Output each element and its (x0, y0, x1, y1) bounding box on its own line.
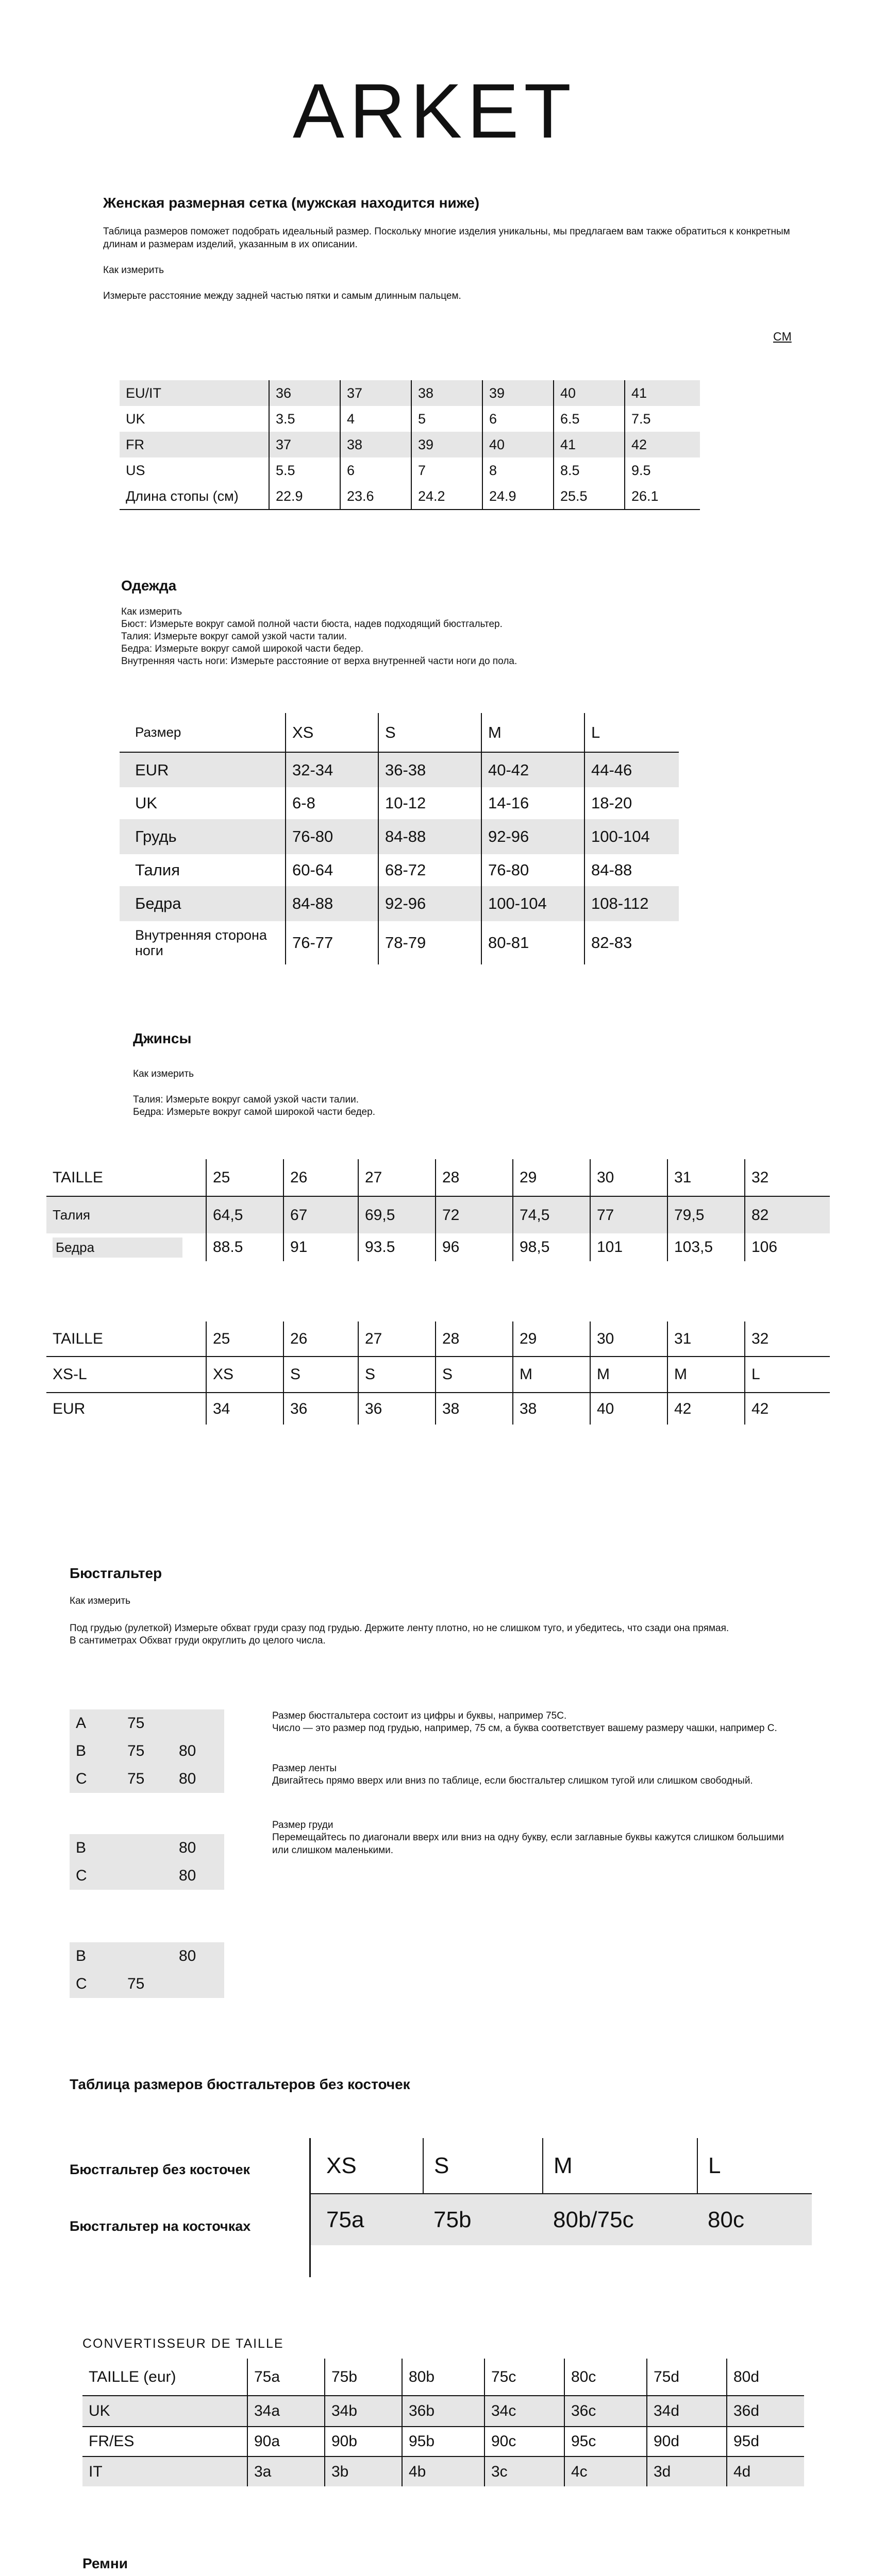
table-row (120, 406, 700, 432)
cell: 3d (647, 2456, 727, 2486)
cell: 3a (247, 2456, 325, 2486)
section-title-wirefree: Таблица размеров бюстгальтеров без косточек (70, 2076, 410, 2092)
how-to-measure-label: Как измерить (103, 265, 164, 276)
table-row (120, 752, 679, 787)
cell: XS (206, 1357, 283, 1393)
table-header-row (46, 1159, 830, 1196)
cell: S (436, 1357, 513, 1393)
bra-note-band-title: Размер ленты (272, 1763, 337, 1774)
cell: 82 (745, 1196, 830, 1233)
cell: 90a (247, 2427, 325, 2456)
cell: 36-38 (378, 752, 481, 787)
header-cell: 27 (358, 1159, 436, 1196)
header-cell: XS (286, 713, 378, 752)
size-converter-table (82, 2359, 804, 2486)
header-cell: 75b (325, 2359, 402, 2396)
cell: 3b (325, 2456, 402, 2486)
table-row (120, 819, 679, 854)
header-cell: 29 (513, 1321, 590, 1357)
section-title-bra: Бюстгальтер (70, 1565, 162, 1581)
table-row (70, 1834, 224, 1862)
cell: C (70, 1765, 121, 1793)
cell (173, 1970, 224, 1998)
cell: 80-81 (481, 921, 584, 964)
cell: 88.5 (206, 1233, 283, 1261)
cell: 92-96 (378, 886, 481, 921)
cell: XS-L (46, 1357, 206, 1393)
header-cell: 39 (482, 380, 554, 406)
cell: B (70, 1942, 121, 1970)
cell: Длина стопы (см) (120, 483, 269, 510)
cell: M (667, 1357, 745, 1393)
cell: A (70, 1709, 121, 1737)
cell: 3.5 (269, 406, 340, 432)
header-cell: 25 (206, 1321, 283, 1357)
cell: 40-42 (481, 752, 584, 787)
table-row (120, 886, 679, 921)
header-cell: 75c (484, 2359, 564, 2396)
clothing-waist-text: Талия: Измерьте вокруг самой узкой части талии. (121, 631, 347, 642)
table-row (46, 1233, 830, 1261)
cell (121, 1834, 173, 1862)
table-row (311, 2194, 812, 2245)
bra-note-band-text: Двигайтесь прямо вверх или вниз по таблице, если бюстгальтер слишком тугой или слишком свободный. (272, 1775, 753, 1786)
cell: 64,5 (206, 1196, 283, 1233)
cell: L (745, 1357, 830, 1393)
cell: 76-80 (286, 819, 378, 854)
header-cell: 29 (513, 1159, 590, 1196)
underwire-row-label: Бюстгальтер на косточках (70, 2218, 251, 2234)
cell: C (70, 1862, 121, 1890)
foot-measure-text: Измерьте расстояние между задней частью пятки и самым длинным пальцем. (103, 291, 461, 301)
cell: 24.2 (411, 483, 482, 510)
unit-toggle-cm[interactable]: CM (773, 330, 792, 343)
cell: 34b (325, 2396, 402, 2427)
bra-grid-2 (70, 1834, 224, 1890)
cell: 6 (340, 457, 411, 483)
table-header-row (46, 1321, 830, 1357)
table-row (120, 380, 700, 406)
table-row (70, 1765, 224, 1793)
cell: XS (311, 2138, 423, 2194)
cell: 80 (173, 1765, 224, 1793)
cell: M (590, 1357, 667, 1393)
jeans-measure-table (46, 1159, 830, 1261)
cell: M (543, 2138, 697, 2194)
cell: 91 (283, 1233, 358, 1261)
cell: UK (135, 794, 158, 812)
header-cell: 30 (590, 1321, 667, 1357)
cell: 68-72 (378, 854, 481, 886)
shoe-size-table (120, 380, 700, 510)
cell: 37 (269, 432, 340, 457)
cell: 90b (325, 2427, 402, 2456)
cell: 14-16 (481, 787, 584, 819)
cell: 6-8 (286, 787, 378, 819)
cell: 103,5 (667, 1233, 745, 1261)
cell: FR (120, 432, 269, 457)
header-cell: 80b (402, 2359, 484, 2396)
cell: 7 (411, 457, 482, 483)
cell: 23.6 (340, 483, 411, 510)
cell: C (70, 1970, 121, 1998)
cell: 9.5 (625, 457, 700, 483)
wirefree-row-label: Бюстгальтер без косточек (70, 2162, 250, 2177)
cell: 80 (173, 1834, 224, 1862)
cell: EUR (120, 752, 286, 787)
cell: 90d (647, 2427, 727, 2456)
table-row (82, 2396, 804, 2427)
cell: 84-88 (286, 886, 378, 921)
cell: 36 (358, 1393, 436, 1425)
cell: 8.5 (554, 457, 625, 483)
jeans-how-label: Как измерить (133, 1069, 194, 1079)
cell: S (358, 1357, 436, 1393)
cell: 108-112 (584, 886, 679, 921)
cell: 7.5 (625, 406, 700, 432)
table-row (82, 2427, 804, 2456)
bra-underbust-text: Под грудью (рулеткой) Измерьте обхват груди сразу под грудью. Держите ленту плотно, но не слишком туго, и убедитесь, что сзади она прямая. (70, 1623, 729, 1634)
cell: 44-46 (584, 752, 679, 787)
header-cell: L (584, 713, 679, 752)
clothing-size-table (120, 713, 679, 964)
cell-label: Бедра (53, 1238, 182, 1258)
header-cell: 75a (247, 2359, 325, 2396)
header-cell: 75d (647, 2359, 727, 2396)
cell: 100-104 (481, 886, 584, 921)
cell: 79,5 (667, 1196, 745, 1233)
table-row (120, 457, 700, 483)
header-cell: 38 (411, 380, 482, 406)
cell: US (126, 462, 145, 478)
table-row (70, 1862, 224, 1890)
jeans-waist-text: Талия: Измерьте вокруг самой узкой части талии. (133, 1094, 359, 1105)
section-title-belts: Ремни (82, 2555, 128, 2571)
header-cell: 80d (727, 2359, 804, 2396)
table-row (120, 432, 700, 457)
cell: 78-79 (378, 921, 481, 964)
cell: 38 (340, 432, 411, 457)
table-row (70, 1709, 224, 1737)
table-row (311, 2138, 812, 2194)
cell: 42 (667, 1393, 745, 1425)
cell: 100-104 (584, 819, 679, 854)
cell: 76-77 (286, 921, 378, 964)
cell: 41 (554, 432, 625, 457)
cell: EUR (53, 1400, 86, 1417)
cell: 74,5 (513, 1196, 590, 1233)
cell: IT (82, 2456, 247, 2486)
cell: 60-64 (286, 854, 378, 886)
header-cell: 31 (667, 1321, 745, 1357)
header-cell: 31 (667, 1159, 745, 1196)
cell: S (283, 1357, 358, 1393)
table-row (46, 1393, 830, 1425)
cell: 75 (121, 1709, 173, 1737)
cell: 34d (647, 2396, 727, 2427)
header-cell: EU/IT (120, 380, 269, 406)
bra-round-text: В сантиметрах Обхват груди округлить до целого числа. (70, 1635, 326, 1646)
header-cell: 80c (564, 2359, 647, 2396)
cell (173, 1709, 224, 1737)
bra-note-cup-text: Перемещайтесь по диагонали вверх или вниз на одну букву, если заглавные буквы кажутся слишком большими или слишком маленькими. (272, 1832, 784, 1856)
cell: 90c (484, 2427, 564, 2456)
header-cell: 32 (745, 1159, 830, 1196)
cell: Талия (46, 1196, 206, 1233)
cell: 34c (484, 2396, 564, 2427)
cell: Талия (135, 861, 180, 879)
cell: 8 (482, 457, 554, 483)
cell: 24.9 (482, 483, 554, 510)
table-row (82, 2456, 804, 2486)
cell: 77 (590, 1196, 667, 1233)
cell: 3c (484, 2456, 564, 2486)
cell: B (70, 1834, 121, 1862)
bra-note-1: Размер бюстгальтера состоит из цифры и буквы, например 75C. (272, 1710, 567, 1721)
table-row (70, 1737, 224, 1765)
clothing-hips-text: Бедра: Измерьте вокруг самой широкой части бедер. (121, 643, 363, 654)
header-cell: 41 (625, 380, 700, 406)
cell: 4c (564, 2456, 647, 2486)
header-cell: TAILLE (eur) (82, 2359, 247, 2396)
header-cell: 32 (745, 1321, 830, 1357)
header-cell: 30 (590, 1159, 667, 1196)
table-row (46, 1357, 830, 1393)
cell: 67 (283, 1196, 358, 1233)
cell: 36 (283, 1393, 358, 1425)
bra-grid-3 (70, 1942, 224, 1998)
header-cell: 26 (283, 1321, 358, 1357)
cell: 95d (727, 2427, 804, 2456)
cell (121, 1942, 173, 1970)
bra-grid-1 (70, 1709, 224, 1793)
cell: UK (126, 411, 145, 427)
cell: 98,5 (513, 1233, 590, 1261)
clothing-bust-text: Бюст: Измерьте вокруг самой полной части бюста, надев подходящий бюстгальтер. (121, 619, 503, 630)
section-title-clothing: Одежда (121, 578, 177, 594)
cell: 34a (247, 2396, 325, 2427)
cell: 25.5 (554, 483, 625, 510)
cell: 38 (436, 1393, 513, 1425)
clothing-how-label: Как измерить (121, 606, 182, 617)
header-cell: TAILLE (46, 1321, 206, 1357)
cell: 92-96 (481, 819, 584, 854)
cell: 76-80 (481, 854, 584, 886)
cell: 75b (423, 2194, 543, 2245)
cell: 69,5 (358, 1196, 436, 1233)
cell (46, 1233, 206, 1261)
cell: 95c (564, 2427, 647, 2456)
cell: Бедра (120, 886, 286, 921)
header-cell: M (481, 713, 584, 752)
bra-how-label: Как измерить (70, 1596, 130, 1606)
header-cell: 27 (358, 1321, 436, 1357)
cell: 36d (727, 2396, 804, 2427)
table-row (70, 1970, 224, 1998)
intro-text: Таблица размеров поможет подобрать идеальный размер. Поскольку многие изделия уникальны, мы предлагаем вам также обратиться к конкретным длинам и размерам изделий, указанным в их описании. (103, 226, 790, 250)
table-header-row (82, 2359, 804, 2396)
cell (121, 1862, 173, 1890)
brand-logo: ARKET (292, 67, 577, 154)
header-cell: 28 (436, 1321, 513, 1357)
cell: 6.5 (554, 406, 625, 432)
table-row (120, 854, 679, 886)
cell: UK (82, 2396, 247, 2427)
cell: 75 (121, 1970, 173, 1998)
cell: 75a (311, 2194, 423, 2245)
jeans-hips-text: Бедра: Измерьте вокруг самой широкой части бедер. (133, 1107, 375, 1117)
cell: 39 (411, 432, 482, 457)
section-title-converter: CONVERTISSEUR DE TAILLE (82, 2336, 284, 2351)
cell: 42 (745, 1393, 830, 1425)
header-cell: 36 (269, 380, 340, 406)
cell: L (697, 2138, 812, 2194)
cell: 95b (402, 2427, 484, 2456)
cell: 34 (206, 1393, 283, 1425)
table-row (120, 921, 679, 964)
bra-note-cup-title: Размер груди (272, 1820, 333, 1831)
cell: 106 (745, 1233, 830, 1261)
cell: 32-34 (286, 752, 378, 787)
cell: 80 (173, 1737, 224, 1765)
cell: 22.9 (269, 483, 340, 510)
cell: 80c (697, 2194, 812, 2245)
header-cell: 37 (340, 380, 411, 406)
cell: 101 (590, 1233, 667, 1261)
cell: 72 (436, 1196, 513, 1233)
clothing-inseam-text: Внутренняя часть ноги: Измерьте расстояние от верха внутренней части ноги до пола. (121, 656, 517, 667)
table-header-row (120, 713, 679, 752)
cell: 10-12 (378, 787, 481, 819)
cell: 42 (625, 432, 700, 457)
wirefree-size-table (311, 2138, 812, 2245)
cell: 40 (590, 1393, 667, 1425)
jeans-size-table (46, 1321, 830, 1425)
cell: 96 (436, 1233, 513, 1261)
cell: 82-83 (584, 921, 679, 964)
cell: 93.5 (358, 1233, 436, 1261)
bra-note-2: Число — это размер под грудью, например, 75 см, а буква соответствует вашему размеру чашки, например C. (272, 1723, 777, 1734)
cell: 80 (173, 1942, 224, 1970)
cell: B (70, 1737, 121, 1765)
cell: 26.1 (625, 483, 700, 510)
header-cell: 40 (554, 380, 625, 406)
cell: 4d (727, 2456, 804, 2486)
cell: 4b (402, 2456, 484, 2486)
cell: 36c (564, 2396, 647, 2427)
cell: 38 (513, 1393, 590, 1425)
cell: 75 (121, 1765, 173, 1793)
cell: 5 (411, 406, 482, 432)
cell: M (513, 1357, 590, 1393)
table-row (70, 1942, 224, 1970)
page-title: Женская размерная сетка (мужская находится ниже) (103, 195, 480, 211)
cell: 80 (173, 1862, 224, 1890)
cell: 84-88 (378, 819, 481, 854)
header-cell: S (378, 713, 481, 752)
cell: 84-88 (584, 854, 679, 886)
cell: 75 (121, 1737, 173, 1765)
section-title-jeans: Джинсы (133, 1030, 192, 1046)
cell: 5.5 (269, 457, 340, 483)
cell: 6 (482, 406, 554, 432)
cell: S (423, 2138, 543, 2194)
header-cell: 28 (436, 1159, 513, 1196)
header-cell: 25 (206, 1159, 283, 1196)
cell: FR/ES (82, 2427, 247, 2456)
header-cell: TAILLE (46, 1159, 206, 1196)
cell: 80b/75c (543, 2194, 697, 2245)
cell: 18-20 (584, 787, 679, 819)
cell: Внутренняя сторона ноги (135, 927, 267, 958)
header-cell: 26 (283, 1159, 358, 1196)
cell: 40 (482, 432, 554, 457)
cell: Грудь (120, 819, 286, 854)
table-row (120, 787, 679, 819)
cell: 36b (402, 2396, 484, 2427)
header-cell: Размер (120, 713, 286, 752)
cell: 4 (340, 406, 411, 432)
table-row (120, 483, 700, 510)
table-row (46, 1196, 830, 1233)
